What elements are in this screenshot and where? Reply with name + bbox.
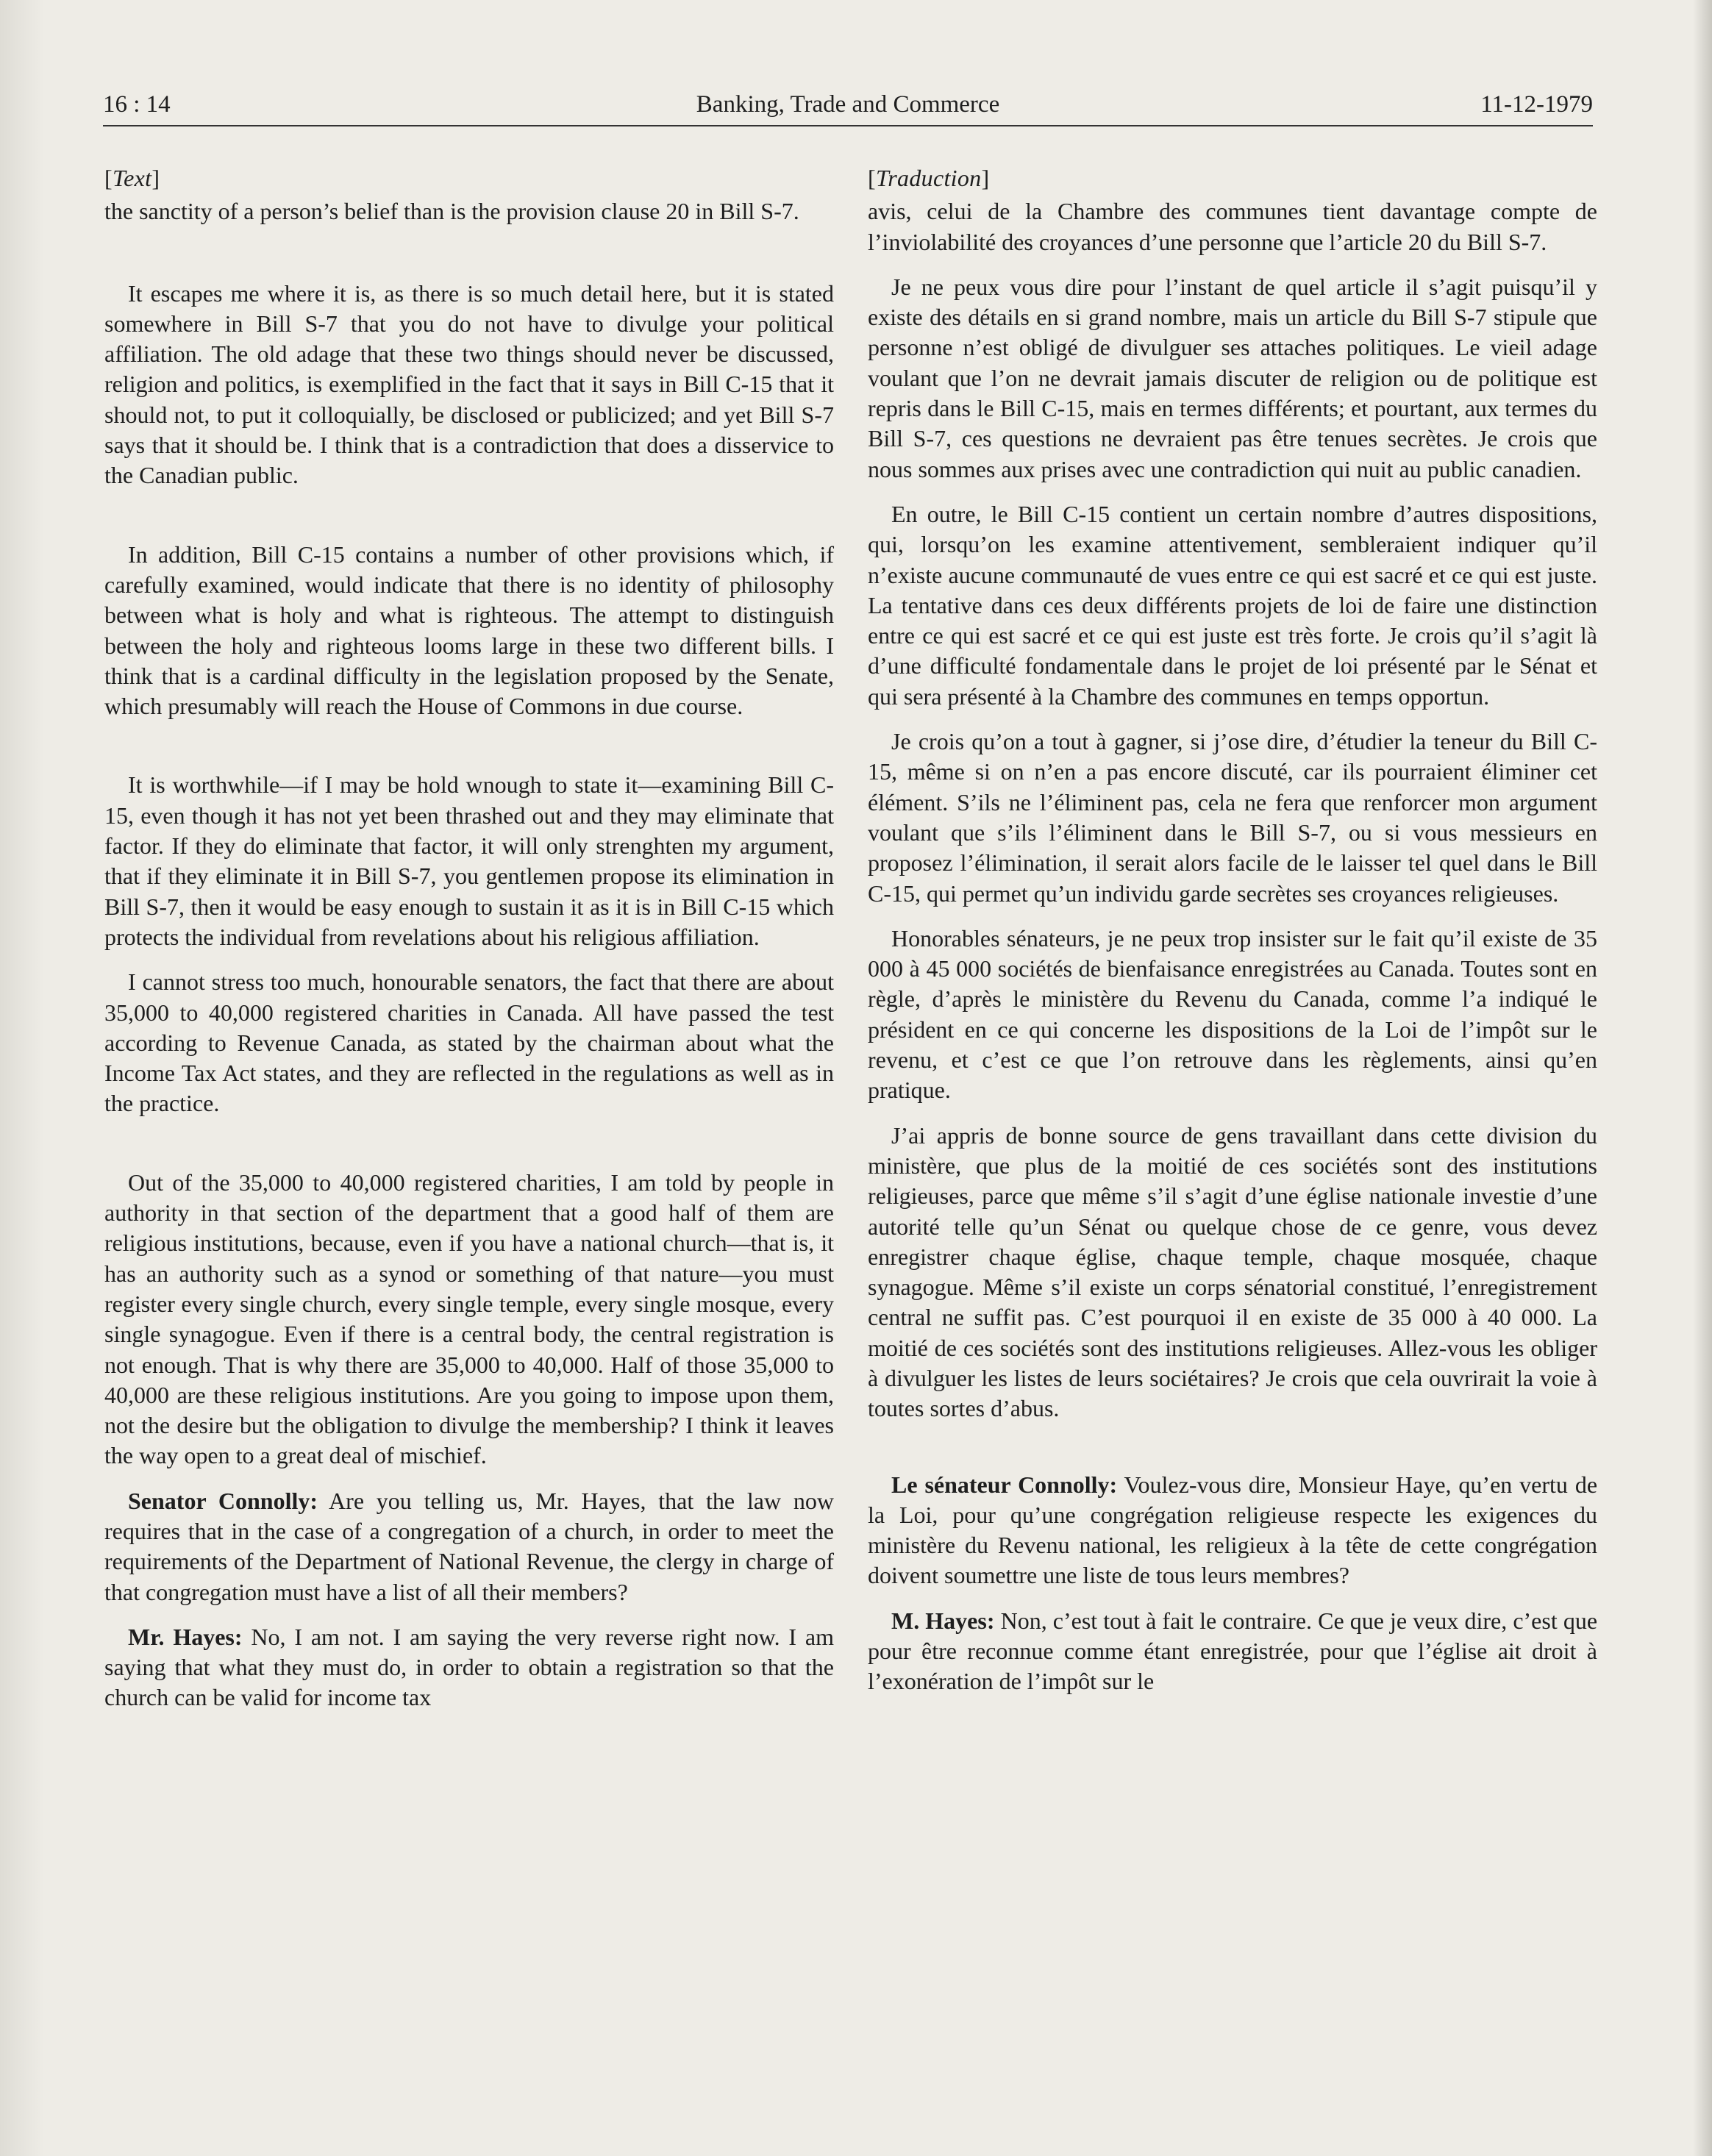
speaker-name: Senator Connolly:	[128, 1487, 318, 1514]
language-tag-label: Text	[112, 165, 152, 191]
english-column	[104, 163, 834, 1728]
header-rule	[103, 125, 1593, 126]
paragraph: It escapes me where it is, as there is so much detail here, but it is stated somewhere in Bill S-7 that you do not have to divulge your political affiliation. The old adage that these two things should never be discussed, religion and politics, is exemplified in the fact that it says in Bill C-15 that it should not, to put it colloquially, be disclosed or publicized; and yet Bill S-7 says that it should be. I think that is a contradiction that does a disservice to the Canadian public.	[104, 279, 834, 489]
paragraph: In addition, Bill C-15 contains a number of other provisions which, if carefully examined, would indicate that there is no identity of philosophy between what is holy and what is righteous. The attempt to distinguish between the holy and righteous looms large in these two different bills. I think that is a cardinal difficulty in the legislation proposed by the Senate, which presumably will reach the House of Commons in due course.	[104, 540, 834, 720]
paragraph: Je ne peux vous dire pour l’instant de quel article il s’agit puisqu’il y existe des détails en si grand nombre, mais un article du Bill S-7 stipule que personne n’est obligé de divulguer ses attaches politiques. Le vieil adage voulant que l’on ne devrait jamais discuter de religion ou de politique est repris dans le Bill C-15, mais en termes différents; et pourtant, aux termes du Bill S-7, ces questions ne devraient pas être tenues secrètes. Je crois que nous sommes aux prises avec une contradiction qui nuit au public canadien.	[868, 273, 1597, 482]
paragraph: I cannot stress too much, honourable senators, the fact that there are about 35,000 to 40,000 registered charities in Canada. All have passed the test according to Revenue Canada, as stated by the chairman about what the Income Tax Act states, and they are reflected in the regulations as well as in the practice.	[104, 968, 834, 1117]
page-number: 16 : 14	[103, 91, 171, 118]
speech-paragraph	[868, 1606, 1597, 1697]
paragraph: It is worthwhile—if I may be hold wnough to state it—examining Bill C-15, even though it has not yet been thrashed out and they may eliminate that factor. If they do eliminate that factor, it will only strenghten my argument, that if they eliminate it in Bill S-7, you gentlemen propose its elimination in Bill S-7, then it would be easy enough to sustain it as it is in Bill C-15 which protects the individual from revelations about his religious affiliation.	[104, 771, 834, 950]
paragraph: Out of the 35,000 to 40,000 registered charities, I am told by people in authority in that section of the department that a good half of them are religious institutions, because, even if you have a national church—that is, it has an authority such as a synod or something of that nature—you must register every single church, every single temple, every single mosque, every single synagogue. Even if there is a central body, the central registration is not enough. That is why there are 35,000 to 40,000. Half of those 35,000 to 40,000 are these religious institutions. Are you going to impose upon them, not the desire but the obligation to divulge the membership? I think it leaves the way open to a great deal of mischief.	[104, 1168, 834, 1469]
paragraph: Je crois qu’on a tout à gagner, si j’ose dire, d’étudier la teneur du Bill C-15, même si on n’en a pas encore discuté, car ils pourraient éliminer cet élément. S’ils ne l’éliminent pas, cela ne fera que renforcer mon argument voulant que s’ils l’éliminent dans le Bill S-7, ou si vous messieurs en proposez l’élimination, il serait alors facile de le laisser tel quel dans le Bill C-15, qui permet qu’un individu garde secrètes ses croyances religieuses.	[868, 728, 1597, 907]
paragraph: the sanctity of a person’s belief than is the provision clause 20 in Bill S-7.	[104, 198, 799, 225]
language-tag: [Text]	[104, 165, 160, 191]
language-tag: [Traduction]	[868, 165, 990, 191]
page-right-edge	[1693, 0, 1712, 2156]
speaker-name: Le sénateur Connolly:	[891, 1471, 1118, 1498]
speech-paragraph	[104, 1622, 834, 1713]
speech-text: Voulez-vous dire, Monsieur Haye, qu’en vertu de la Loi, pour qu’une congrégation religieuse respecte les exigences du ministère du Revenu national, les religieux à la tête de cette congrégation doivent soumettre une liste de tous leurs membres?	[868, 1471, 1598, 1589]
speech-text: No, I am not. I am saying the very reverse right now. I am saying that what they must do, in order to obtain a registration so that the church can be valid for income tax	[104, 1623, 835, 1711]
paragraph: avis, celui de la Chambre des communes tient davantage compte de l’inviolabilité des croyances d’une personne que l’article 20 du Bill S-7.	[868, 198, 1597, 255]
speech-text: Non, c’est tout à fait le contraire. Ce que je veux dire, c’est que pour être reconnue comme étant enregistrée, pour que l’église ait droit à l’exonération de l’impôt sur le	[868, 1607, 1598, 1695]
paragraph: En outre, le Bill C-15 contient un certain nombre d’autres dispositions, qui, lorsqu’on les examine attentivement, sembleraient indiquer qu’il n’existe aucune communauté de vues entre ce qui est sacré et ce qui est juste. La tentative dans ces deux différents projets de loi de faire une distinction entre ce qui est sacré et ce qui est juste est très forte. Je crois qu’il s’agit là d’une difficulté fondamentale dans le projet de loi présenté par le Sénat et qui sera présenté à la Chambre des communes en temps opportun.	[868, 500, 1597, 710]
french-column	[868, 163, 1597, 1712]
paragraph: J’ai appris de bonne source de gens travaillant dans cette division du ministère, que plus de la moitié de ces sociétés sont des institutions religieuses, parce que même s’il s’agit d’une église nationale investie d’une autorité telle qu’un Sénat ou quelque chose de ce genre, vous devez enregistrer chaque église, chaque temple, chaque mosquée, chaque synagogue. Même s’il existe un corps sénatorial constitué, l’enregistrement central ne suffit pas. C’est pourquoi il en existe de 35 000 à 40 000. La moitié de ces sociétés sont des institutions religieuses. Allez-vous les obliger à divulguer les listes de leurs sociétaires? Je crois que cela ouvrirait la voie à toutes sortes d’abus.	[868, 1121, 1597, 1422]
speech-paragraph	[868, 1470, 1597, 1591]
speech-text: Are you telling us, Mr. Hayes, that the law now requires that in the case of a congregation of a church, in order to meet the requirements of the Department of National Revenue, the clergy in charge of that congregation must have a list of all their members?	[104, 1487, 835, 1605]
page-binding-shadow	[0, 0, 44, 2156]
sitting-date: 11-12-1979	[1480, 91, 1593, 118]
speaker-name: Mr. Hayes:	[128, 1623, 243, 1650]
speech-paragraph	[104, 1486, 834, 1607]
committee-title: Banking, Trade and Commerce	[696, 91, 1000, 118]
speaker-name: M. Hayes:	[891, 1607, 995, 1634]
running-header	[103, 87, 1593, 122]
paragraph: Honorables sénateurs, je ne peux trop insister sur le fait qu’il existe de 35 000 à 45 000 sociétés de bienfaisance enregistrées au Canada. Toutes sont en règle, d’après le ministère du Revenu du Canada, comme l’a indiqué le président en ce qui concerne les dispositions de la Loi de l’impôt sur le revenu, et c’est ce que l’on retrouve dans les règlements, ainsi qu’en pratique.	[868, 924, 1597, 1104]
language-tag-label: Traduction	[875, 165, 982, 191]
